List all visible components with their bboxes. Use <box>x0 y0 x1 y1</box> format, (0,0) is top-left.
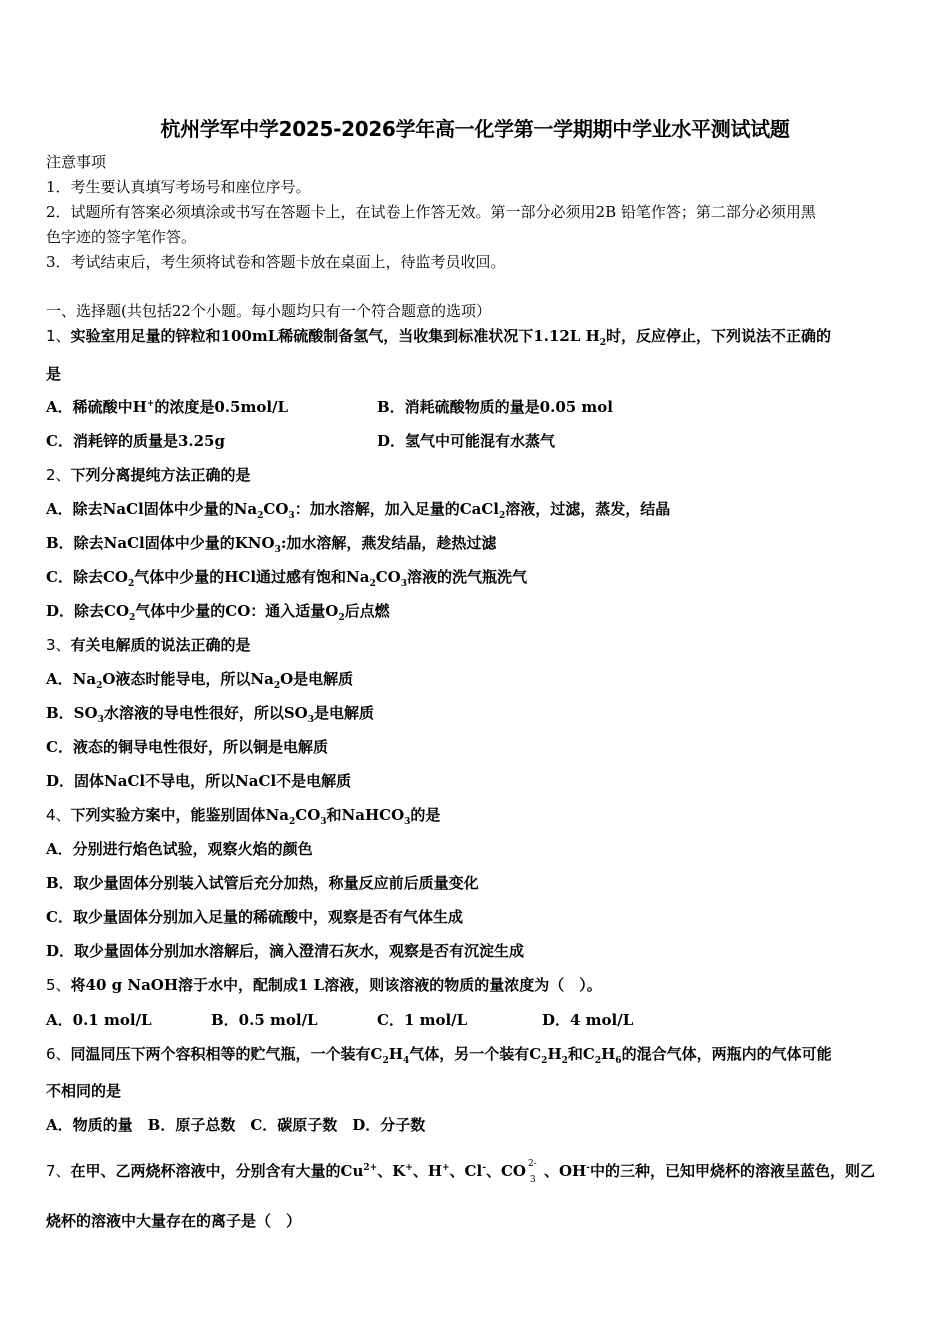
question-4-option-a: A．分别进行焰色试验，观察火焰的颜色 <box>46 840 313 858</box>
question-number: 7、 <box>46 1162 71 1180</box>
option-text: A．Na <box>46 670 97 688</box>
question-2-option-b <box>46 533 496 553</box>
question-3-option-b <box>46 703 374 723</box>
question-number: 6、 <box>46 1045 71 1063</box>
notice-item-2: 2．试题所有答案必须填涂或书写在答题卡上，在试卷上作答无效。第一部分必须用2B 铅笔作答；第二部分必须用黑 <box>46 203 816 221</box>
section-heading: 一、选择题(共包括22个小题。每小题均只有一个符合题意的选项） <box>46 302 491 320</box>
stem-text: 下列实验方案中，能鉴别固体Na <box>70 806 289 824</box>
subscript: 3 <box>529 1175 536 1185</box>
notice-item-2-cont: 色字迹的签字笔作答。 <box>46 228 197 246</box>
question-4-stem <box>46 805 440 825</box>
page-title: 杭州学军中学2025-2026学年高一化学第一学期期中学业水平测试试题 <box>160 117 790 141</box>
option-text: B．SO <box>46 704 98 722</box>
question-1-option-b: B．消耗硫酸物质的量是0.05 mol <box>377 398 614 416</box>
stem-text: 将40 g NaOH溶于水中，配制成1 L溶液，则该溶液的物质的量浓度为（ ）。 <box>70 976 602 994</box>
question-number: 2、 <box>46 466 71 484</box>
superscript: + <box>405 1163 413 1173</box>
question-5-option-d: D．4 mol/L <box>542 1011 634 1029</box>
question-3-option-a <box>46 669 353 689</box>
stem-text: 、K <box>377 1162 406 1180</box>
option-text: CO <box>263 500 289 518</box>
superscript: 2- <box>527 1159 537 1169</box>
stem-text: 有关电解质的说法正确的是 <box>70 636 251 654</box>
subscript: 3 <box>404 817 411 827</box>
superscript: - <box>482 1163 486 1173</box>
subscript: 2 <box>594 1056 602 1066</box>
question-4-option-d: D．取少量固体分别加水溶解后，滴入澄清石灰水，观察是否有沉淀生成 <box>46 942 525 960</box>
question-6-stem-cont: 不相同的是 <box>46 1082 122 1100</box>
subscript: 2 <box>338 613 345 623</box>
subscript: 2 <box>127 579 135 589</box>
question-5-stem <box>46 975 602 995</box>
option-text: B．除去NaCl固体中少量的KNO <box>46 534 275 552</box>
question-3-option-c: C．液态的铜导电性很好，所以铜是电解质 <box>46 738 328 756</box>
subscript: 6 <box>615 1056 622 1066</box>
option-text: :加水溶解，燕发结晶，趁热过滤 <box>280 534 497 552</box>
stem-text: 在甲、乙两烧杯溶液中，分别含有大量的Cu <box>70 1162 364 1180</box>
option-text: CO <box>375 568 401 586</box>
option-text: O是电解质 <box>280 670 354 688</box>
question-3-option-d: D．固体NaCl不导电，所以NaCl不是电解质 <box>46 772 352 790</box>
subscript: 3 <box>320 817 327 827</box>
question-number: 5、 <box>46 976 71 994</box>
question-1-option-c: C．消耗锌的质量是3.25g <box>46 432 225 450</box>
subscript: 3 <box>274 545 281 555</box>
subscript: 2 <box>129 613 136 623</box>
question-5-option-a: A．0.1 mol/L <box>46 1011 152 1029</box>
option-text: D．除去CO <box>46 602 130 620</box>
option-text: 后点燃 <box>344 602 390 620</box>
stem-text: 的混合气体，两瓶内的气体可能 <box>621 1045 832 1063</box>
question-1-option-a <box>46 397 288 417</box>
question-6-stem <box>46 1044 832 1064</box>
question-1-stem-cont: 是 <box>46 365 62 383</box>
subscript: 3 <box>97 715 104 725</box>
option-text: 气体中少量的HCl通过感有饱和Na <box>134 568 370 586</box>
question-5-option-c: C．1 mol/L <box>377 1011 468 1029</box>
subscript: 2 <box>382 1056 389 1066</box>
option-text: A．稀硫酸中H <box>46 398 147 416</box>
question-7-stem <box>46 1159 875 1185</box>
option-text: 溶液，过滤，蒸发，结晶 <box>505 500 671 518</box>
superscript: + <box>442 1163 450 1173</box>
stem-text: 的是 <box>410 806 441 824</box>
option-text: 是电解质 <box>314 704 375 722</box>
question-3-stem <box>46 635 251 655</box>
question-5-option-b: B．0.5 mol/L <box>211 1011 318 1029</box>
stem-text: 和NaHCO <box>326 806 405 824</box>
option-text: C．除去CO <box>46 568 128 586</box>
subscript: 2 <box>273 681 281 691</box>
option-text: O液态时能导电，所以Na <box>102 670 274 688</box>
question-2-option-d <box>46 601 390 621</box>
option-text: 溶液的洗气瓶洗气 <box>407 568 528 586</box>
subscript: 2 <box>96 681 103 691</box>
subscript: 4 <box>402 1056 410 1066</box>
stem-text: H <box>388 1045 403 1063</box>
subscript: 2 <box>599 338 607 348</box>
question-2-option-a <box>46 499 670 519</box>
question-number: 4、 <box>46 806 71 824</box>
option-text: ：加水溶解，加入足量的CaCl <box>294 500 499 518</box>
question-6-options: A．物质的量 B．原子总数 C．碳原子数 D．分子数 <box>46 1116 426 1134</box>
question-1-option-d: D．氢气中可能混有水蒸气 <box>377 432 556 450</box>
stem-text: 、H <box>412 1162 442 1180</box>
notice-item-1: 1．考生要认真填写考场号和座位序号。 <box>46 178 311 196</box>
subscript: 2 <box>541 1056 548 1066</box>
question-4-option-c: C．取少量固体分别加入足量的稀硫酸中，观察是否有气体生成 <box>46 908 463 926</box>
stem-text: 实验室用足量的锌粒和100mL稀硫酸制备氢气，当收集到标准状况下1.12L H <box>70 327 600 345</box>
subscript: 2 <box>369 579 376 589</box>
option-text: A．除去NaCl固体中少量的Na <box>46 500 258 518</box>
superscript: - <box>586 1163 590 1173</box>
stem-text: H <box>547 1045 562 1063</box>
subscript: 3 <box>288 511 295 521</box>
subscript: 2 <box>498 511 506 521</box>
notice-heading: 注意事项 <box>46 153 107 171</box>
subscript: 3 <box>400 579 408 589</box>
subscript: 2 <box>288 817 296 827</box>
option-text: 气体中少量的CO：通入适量O <box>135 602 339 620</box>
stem-text: H <box>601 1045 616 1063</box>
question-number: 3、 <box>46 636 71 654</box>
stem-text: 、OH <box>543 1162 587 1180</box>
question-2-stem <box>46 465 251 485</box>
question-2-option-c <box>46 567 527 587</box>
question-7-stem-cont: 烧杯的溶液中大量存在的离子是（ ） <box>46 1212 302 1230</box>
superscript: 2+ <box>363 1163 378 1173</box>
subscript: 3 <box>307 715 315 725</box>
stem-text: CO <box>295 806 321 824</box>
option-text: 水溶液的导电性很好，所以SO <box>103 704 308 722</box>
subscript: 2 <box>561 1056 568 1066</box>
stem-text: 、Cl <box>449 1162 483 1180</box>
subscript: 2 <box>257 511 264 521</box>
question-4-option-b: B．取少量固体分别装入试管后充分加热，称量反应前后质量变化 <box>46 874 479 892</box>
question-number: 1、 <box>46 327 71 345</box>
stem-text: 中的三种，已知甲烧杯的溶液呈蓝色，则乙 <box>589 1162 875 1180</box>
stem-text: 时，反应停止，下列说法不正确的 <box>606 327 832 345</box>
stem-text: 和C <box>567 1045 595 1063</box>
option-text: 的浓度是0.5mol/L <box>154 398 289 416</box>
stem-text: 下列分离提纯方法正确的是 <box>70 466 251 484</box>
notice-item-3: 3．考试结束后，考生须将试卷和答题卡放在桌面上，待监考员收回。 <box>46 253 506 271</box>
superscript: + <box>146 399 155 409</box>
stem-text: 气体，另一个装有C <box>409 1045 542 1063</box>
stem-text: 同温同压下两个容积相等的贮气瓶，一个装有C <box>70 1045 383 1063</box>
stem-text: 、CO <box>485 1162 526 1180</box>
question-1-stem <box>46 326 831 346</box>
